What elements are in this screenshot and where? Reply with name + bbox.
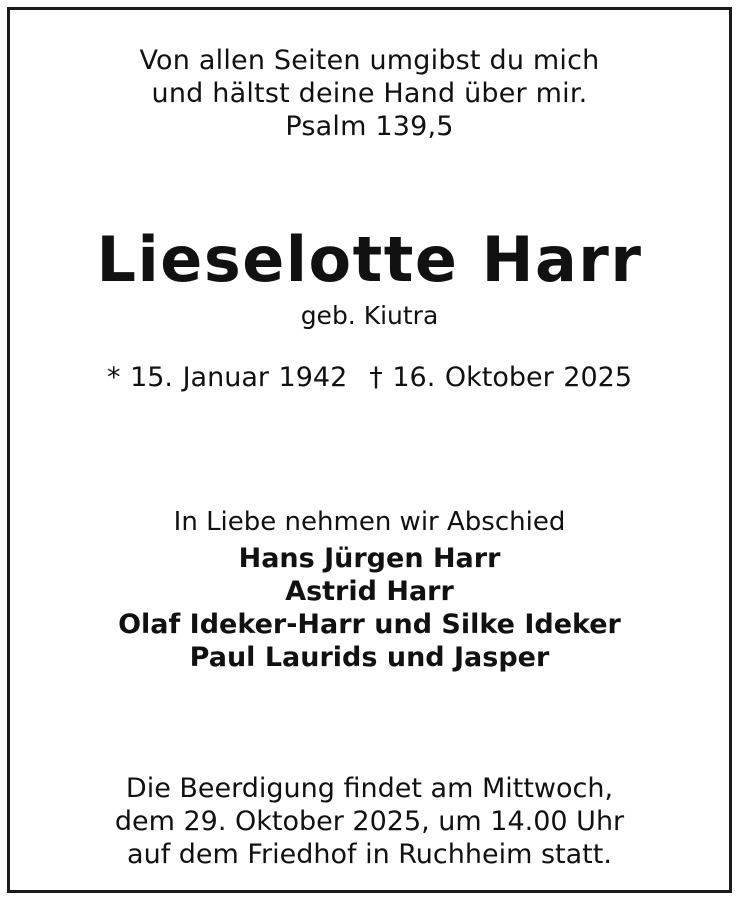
maiden-name: geb. Kiutra bbox=[300, 301, 439, 330]
deceased-name: Lieselotte Harr bbox=[96, 223, 643, 296]
farewell-intro: In Liebe nehmen wir Abschied bbox=[173, 507, 566, 537]
mourners-list bbox=[10, 542, 729, 674]
birth-date: * 15. Januar 1942 bbox=[106, 362, 348, 393]
life-dates bbox=[10, 360, 729, 396]
verse-line: und hältst deine Hand über mir. bbox=[151, 78, 588, 109]
psalm-verse bbox=[10, 44, 729, 143]
funeral-details bbox=[10, 772, 729, 871]
verse-line: Von allen Seiten umgibst du mich bbox=[139, 45, 600, 76]
death-date: † 16. Oktober 2025 bbox=[369, 362, 633, 393]
funeral-line: dem 29. Oktober 2025, um 14.00 Uhr bbox=[114, 806, 625, 837]
mourner-name: Hans Jürgen Harr bbox=[238, 543, 501, 574]
funeral-line: Die Beerdigung findet am Mittwoch, bbox=[125, 773, 614, 804]
mourner-name: Paul Laurids und Jasper bbox=[189, 642, 550, 673]
mourner-name: Olaf Ideker-Harr und Silke Ideker bbox=[118, 609, 621, 640]
obituary-notice bbox=[7, 7, 732, 893]
funeral-line: auf dem Friedhof in Ruchheim statt. bbox=[127, 839, 612, 870]
mourner-name: Astrid Harr bbox=[285, 576, 454, 607]
verse-citation: Psalm 139,5 bbox=[285, 111, 454, 142]
